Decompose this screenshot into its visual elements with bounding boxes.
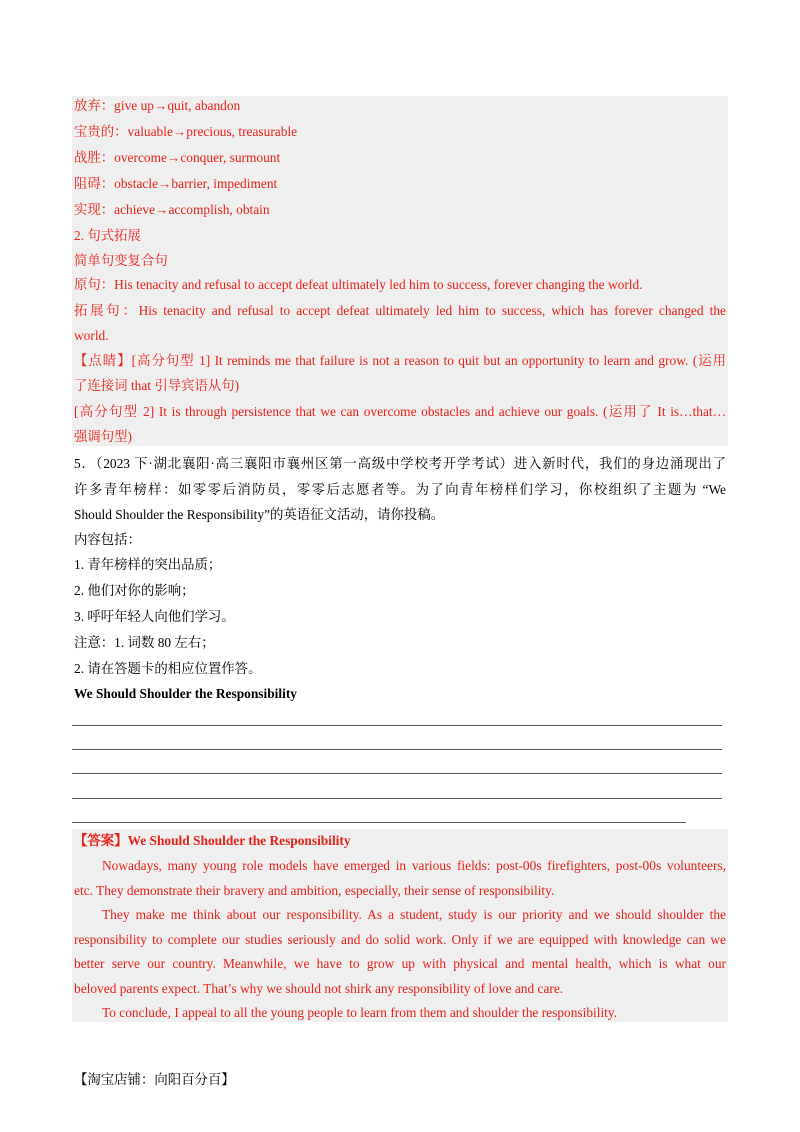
answer-p1-line2: etc. They demonstrate their bravery and ambition, especially, their sense of responsibility. — [74, 883, 555, 898]
answer-rule — [72, 773, 722, 774]
question-line3: Should Shoulder the Responsibility”的英语征文活动，请你投稿。 — [74, 507, 445, 522]
sentence-subheading: 简单句变复合句 — [74, 253, 168, 268]
answer-rule — [72, 798, 722, 799]
answer-p3-line1: To conclude, I appeal to all the young people to learn from them and shoulder the responsibility. — [102, 1005, 618, 1020]
answer-p2-line2: responsibility to complete our studies seriously and do solid work. Only if we are equipped with knowledge can we — [74, 932, 726, 947]
original-sentence: 原句：His tenacity and refusal to accept defeat ultimately led him to success, forever changing the world. — [74, 277, 643, 292]
question-line2: 许多青年榜样：如零零后消防员，零零后志愿者等。为了向青年榜样们学习，你校组织了主题为 “We — [74, 482, 726, 497]
answer-heading — [74, 832, 351, 850]
highlight-line3: [高分句型 2] It is through persistence that we can overcome obstacles and achieve our goals. (运用了 It is…that… — [74, 404, 726, 419]
answer-p2-line4: beloved parents expect. That’s why we should not shirk any responsibility of love and care. — [74, 981, 564, 996]
essay-title: We Should Shoulder the Responsibility — [74, 686, 297, 701]
highlight-line4: 强调句型) — [74, 429, 133, 444]
question-line1: 5．（2023 下·湖北襄阳·高三襄阳市襄州区第一高级中学校考开学考试）进入新时代，我们的身边涌现出了 — [74, 456, 726, 471]
answer-p1-line1: Nowadays, many young role models have emerged in various fields: post-00s firefighters, post-00s volunteers, — [102, 858, 726, 873]
content-point: 3. 呼吁年轻人向他们学习。 — [74, 609, 235, 624]
answer-rule — [72, 822, 686, 823]
note-line2: 2. 请在答题卡的相应位置作答。 — [74, 661, 262, 676]
synonym-line: 阻碍：obstacle→barrier, impediment — [74, 176, 278, 191]
content-point: 2. 他们对你的影响； — [74, 583, 195, 598]
highlight-line2: 了连接词 that 引导宾语从句) — [74, 378, 240, 393]
synonym-line: 实现：achieve→accomplish, obtain — [74, 202, 270, 217]
answer-title: We Should Shoulder the Responsibility — [127, 833, 351, 848]
synonym-line: 宝贵的：valuable→precious, treasurable — [74, 124, 298, 139]
answer-rule — [72, 749, 722, 750]
sentence-heading: 2. 句式拓展 — [74, 228, 141, 243]
answer-p2-line1: They make me think about our responsibility. As a student, study is our priority and we should shoulder the — [102, 907, 726, 922]
highlight-line1: 【点睛】[高分句型 1] It reminds me that failure is not a reason to quit but an opportunity to learn and grow. (运用 — [74, 353, 726, 368]
answer-label: 【答案】 — [74, 833, 128, 848]
synonym-line: 放弃：give up→quit, abandon — [74, 98, 241, 113]
answer-p2-line3: better serve our country. Meanwhile, we have to grow up with physical and mental health, which is what our — [74, 956, 726, 971]
note-line1: 注意：1. 词数 80 左右； — [74, 635, 215, 650]
footer-shop: 【淘宝店铺：向阳百分百】 — [74, 1072, 235, 1087]
expanded-sentence-line2: world. — [74, 328, 109, 343]
answer-rule — [72, 725, 722, 726]
synonym-line: 战胜：overcome→conquer, surmount — [74, 150, 281, 165]
content-point: 1. 青年榜样的突出品质； — [74, 557, 222, 572]
content-label: 内容包括： — [74, 532, 141, 547]
expanded-sentence-line1: 拓展句：His tenacity and refusal to accept defeat ultimately led him to success, which has forever changed the — [74, 303, 726, 318]
